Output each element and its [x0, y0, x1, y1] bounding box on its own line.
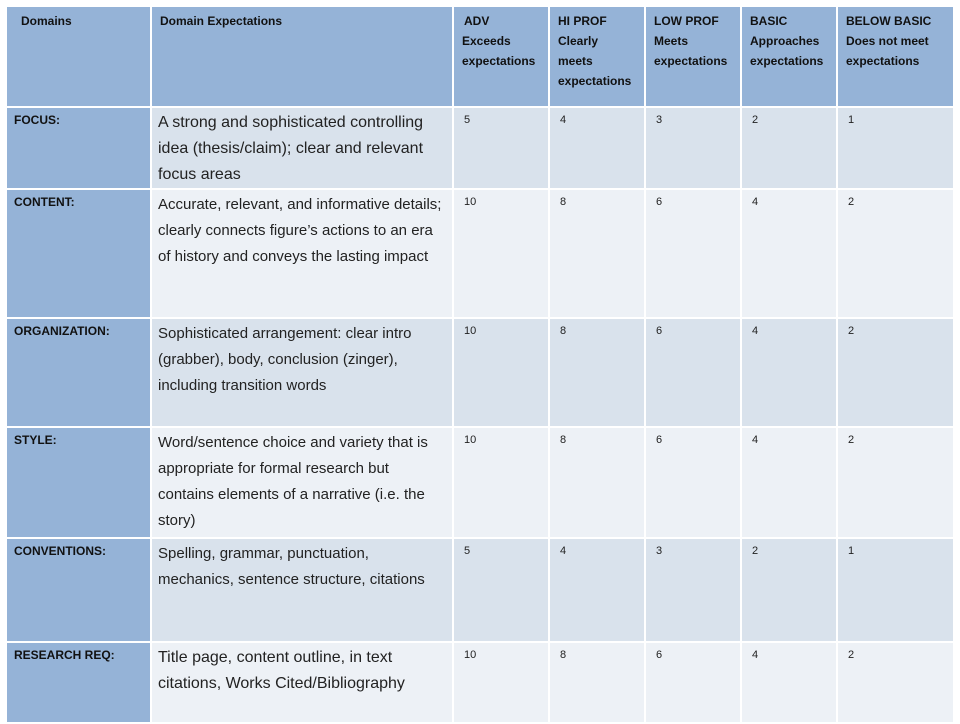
domain-cell: [6, 538, 151, 642]
score-value: 4: [752, 196, 759, 208]
score-cell: [453, 642, 549, 723]
level-description: Clearly meets expectations: [558, 34, 632, 88]
score-cell: [741, 427, 837, 538]
level-title: BASIC: [750, 14, 788, 28]
domain-label: CONVENTIONS:: [14, 544, 107, 558]
expectation-text: Spelling, grammar, punctuation, mechanics, sentence structure, citations: [158, 545, 425, 588]
score-value: 10: [464, 196, 477, 208]
score-cell: [645, 189, 741, 318]
score-cell: [549, 642, 645, 723]
score-value: 1: [848, 114, 855, 126]
rubric-row-focus: [6, 107, 954, 189]
domain-cell: [6, 189, 151, 318]
score-value: 2: [848, 434, 855, 446]
score-cell: [741, 189, 837, 318]
level-description: Meets expectations: [654, 34, 728, 68]
domain-label: RESEARCH REQ:: [14, 648, 115, 662]
score-cell: [645, 318, 741, 427]
score-cell: [453, 107, 549, 189]
score-cell: [645, 107, 741, 189]
rubric-table: [5, 5, 955, 724]
rubric-row-research: [6, 642, 954, 723]
score-cell: [549, 107, 645, 189]
domain-cell: [6, 318, 151, 427]
level-title: HI PROF: [558, 14, 607, 28]
score-value: 8: [560, 434, 567, 446]
score-cell: [453, 189, 549, 318]
domain-label: STYLE:: [14, 433, 57, 447]
score-value: 2: [752, 545, 759, 557]
score-value: 8: [560, 196, 567, 208]
domain-label: CONTENT:: [14, 195, 75, 209]
score-value: 3: [656, 114, 663, 126]
score-cell: [741, 318, 837, 427]
level-description: Approaches expectations: [750, 34, 824, 68]
level-header-basic: [741, 6, 837, 107]
expectation-cell: [151, 538, 453, 642]
expectation-cell: [151, 642, 453, 723]
score-value: 2: [848, 649, 855, 661]
score-cell: [837, 318, 954, 427]
level-title: LOW PROF: [654, 14, 719, 28]
level-header-below-basic: [837, 6, 954, 107]
score-cell: [645, 642, 741, 723]
level-description: Does not meet expectations: [846, 34, 929, 68]
score-cell: [837, 642, 954, 723]
score-cell: [453, 318, 549, 427]
score-value: 6: [656, 649, 663, 661]
score-cell: [549, 318, 645, 427]
expectations-header-label: Domain Expectations: [160, 14, 283, 28]
score-value: 2: [752, 114, 759, 126]
level-header-adv: [453, 6, 549, 107]
score-value: 6: [656, 196, 663, 208]
score-value: 3: [656, 545, 663, 557]
score-value: 2: [848, 325, 855, 337]
level-description: Exceeds expectations: [462, 34, 536, 68]
score-value: 8: [560, 325, 567, 337]
score-cell: [837, 107, 954, 189]
level-title: ADV: [464, 14, 490, 28]
domains-header: [6, 6, 151, 107]
score-cell: [549, 538, 645, 642]
score-cell: [453, 427, 549, 538]
score-value: 10: [464, 434, 477, 446]
expectation-text: Title page, content outline, in text citations, Works Cited/Bibliography: [158, 649, 405, 692]
score-value: 4: [752, 434, 759, 446]
expectation-text: Accurate, relevant, and informative details; clearly connects figure’s actions to an era of history and conveys the lasting impact: [158, 196, 442, 265]
score-value: 1: [848, 545, 855, 557]
expectation-cell: [151, 107, 453, 189]
expectation-text: A strong and sophisticated controlling idea (thesis/claim); clear and relevant focus areas: [158, 114, 424, 183]
score-cell: [741, 107, 837, 189]
score-cell: [453, 538, 549, 642]
score-cell: [741, 642, 837, 723]
score-value: 5: [464, 545, 471, 557]
header-row: [6, 6, 954, 107]
score-cell: [645, 538, 741, 642]
domain-cell: [6, 427, 151, 538]
rubric-row-conventions: [6, 538, 954, 642]
score-cell: [549, 427, 645, 538]
expectation-text: Sophisticated arrangement: clear intro (grabber), body, conclusion (zinger), including transition words: [158, 325, 412, 394]
domain-label: ORGANIZATION:: [14, 324, 110, 338]
score-cell: [741, 538, 837, 642]
rubric-row-content: [6, 189, 954, 318]
score-cell: [645, 427, 741, 538]
level-header-low-prof: [645, 6, 741, 107]
score-value: 8: [560, 649, 567, 661]
domain-label: FOCUS:: [14, 113, 60, 127]
expectation-cell: [151, 189, 453, 318]
domains-header-label: Domains: [21, 14, 72, 28]
expectation-cell: [151, 427, 453, 538]
expectations-header: [151, 6, 453, 107]
score-cell: [837, 189, 954, 318]
score-value: 6: [656, 434, 663, 446]
rubric-row-style: [6, 427, 954, 538]
expectation-cell: [151, 318, 453, 427]
expectation-text: Word/sentence choice and variety that is appropriate for formal research but contains elements of a narrative (i.e. the story): [158, 434, 428, 529]
score-value: 4: [560, 545, 567, 557]
level-title: BELOW BASIC: [846, 14, 932, 28]
score-cell: [837, 427, 954, 538]
score-value: 10: [464, 649, 477, 661]
rubric-row-organization: [6, 318, 954, 427]
score-value: 5: [464, 114, 471, 126]
score-value: 4: [560, 114, 567, 126]
score-cell: [837, 538, 954, 642]
score-cell: [549, 189, 645, 318]
score-value: 2: [848, 196, 855, 208]
score-value: 4: [752, 649, 759, 661]
score-value: 10: [464, 325, 477, 337]
score-value: 4: [752, 325, 759, 337]
score-value: 6: [656, 325, 663, 337]
domain-cell: [6, 642, 151, 723]
level-header-hi-prof: [549, 6, 645, 107]
domain-cell: [6, 107, 151, 189]
